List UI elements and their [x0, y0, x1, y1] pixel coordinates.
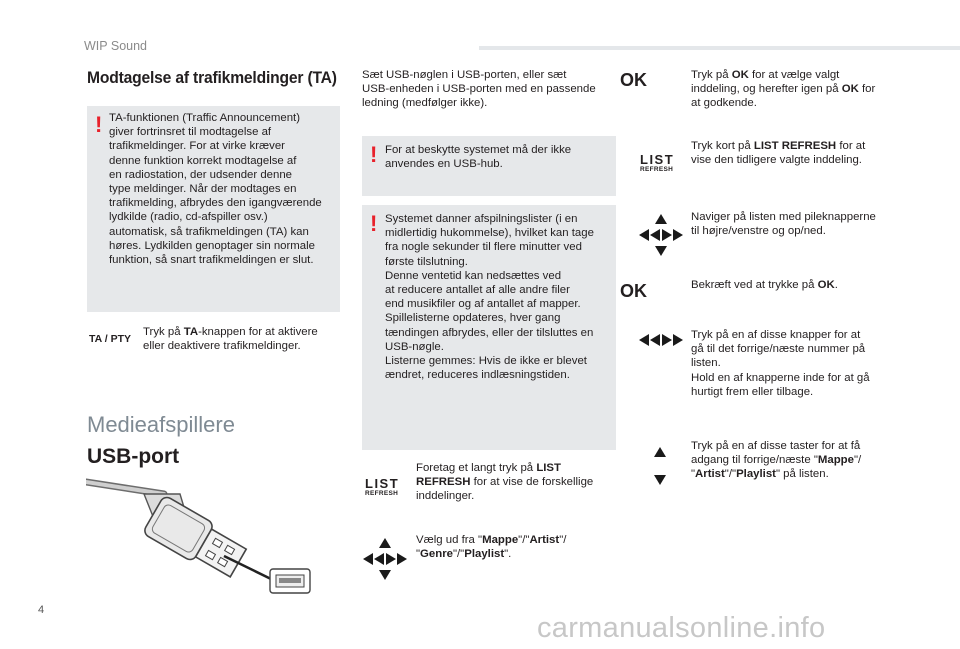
ok-button-icon: OK [620, 70, 647, 90]
warning-text-hub: For at beskytte systemet må der ikke anvendes en USB-hub. [385, 144, 572, 171]
section-title-traffic: Modtagelse af trafikmeldinger (TA) [87, 68, 337, 87]
ok-button-icon: OK [620, 281, 647, 301]
list-refresh-button-icon: LIST REFRESH [640, 152, 675, 173]
header-label: WIP Sound [84, 39, 148, 53]
navigate-list-text: Naviger på listen med pileknapperne til højre/venstre og op/ned. [691, 211, 876, 238]
ta-instruction: Tryk på TA-knappen for at aktivere eller deaktivere trafikmeldinger. [143, 326, 318, 353]
warning-text-ta: TA-funktionen (Traffic Announcement) giver fortrinsret til modtagelse af trafikmeldinger. For at virke kræver denne funktion korrekt modtagelse af en radiostation, der udsender denne type meldinger. Når der modtages en trafikmelding, afbrydes den igangværende lydkilde (radio, cd-afspiller osv.) automatisk, så trafikmeldingen (TA) kan høres. Lydkilden genoptager sin normale funktion, så snart trafikmeldingen er slut. [109, 112, 322, 267]
warning-icon: ! [370, 142, 378, 167]
page-number: 4 [38, 604, 45, 616]
watermark: carmanualsonline.info [537, 612, 826, 644]
four-way-arrows-icon [639, 214, 683, 256]
list-refresh-short-press-text: Tryk kort på LIST REFRESH for at vise den tidligere valgte inddeling. [691, 140, 866, 167]
left-right-arrows-icon [639, 333, 683, 347]
list-refresh-long-press-text: Foretag et langt tryk på LIST REFRESH for at vise de forskellige inddelinger. [416, 462, 594, 503]
up-down-arrows-icon [652, 447, 668, 485]
prev-next-folder-text: Tryk på en af disse taster for at få adgang til forrige/næste "Mappe"/ "Artist"/"Playlist" på listen. [691, 440, 862, 481]
ok-select-text: Tryk på OK for at vælge valgt inddeling, og herefter igen på OK for at godkende. [691, 69, 876, 110]
list-refresh-button-icon: LIST REFRESH [365, 476, 400, 497]
warning-icon: ! [370, 211, 378, 236]
header-rule [479, 46, 960, 50]
section-title-media: Medieafspillere [87, 412, 235, 437]
ta-pty-button-label: TA / PTY [89, 333, 131, 345]
warning-icon: ! [95, 112, 103, 137]
warning-box-ta [87, 106, 340, 312]
section-title-usb: USB-port [87, 445, 180, 468]
warning-text-playlists: Systemet danner afspilningslister (i en midlertidig hukommelse), hvilket kan tage fra nogle sekunder til flere minutter ved første tilslutning. Denne ventetid kan nedsættes ved at reducere antallet af alle andre filer end musikfiler og af antallet af mapper. Spillelisterne opdateres, hver gang tændingen afbrydes, eller der tilsluttes en USB-nøgle. Listerne gemmes: Hvis de ikke er blevet ændret, reduceres indlæsningstiden. [385, 213, 594, 382]
warning-box-hub [362, 136, 616, 196]
usb-plug-illustration [86, 476, 318, 600]
confirm-text: Bekræft ved at trykke på OK. [691, 279, 838, 291]
usb-intro-text: Sæt USB-nøglen i USB-porten, eller sæt USB-enheden i USB-porten med en passende ledning (medfølger ikke). [362, 69, 596, 110]
warning-box-playlists [362, 205, 616, 450]
choose-category-text: Vælg ud fra "Mappe"/"Artist"/ "Genre"/"Playlist". [416, 534, 567, 561]
prev-next-track-text: Tryk på en af disse knapper for at gå til det forrige/næste nummer på listen. Hold en af knapperne inde for at gå hurtigt frem eller tilbage. [691, 329, 870, 398]
four-way-arrows-icon [363, 538, 407, 580]
